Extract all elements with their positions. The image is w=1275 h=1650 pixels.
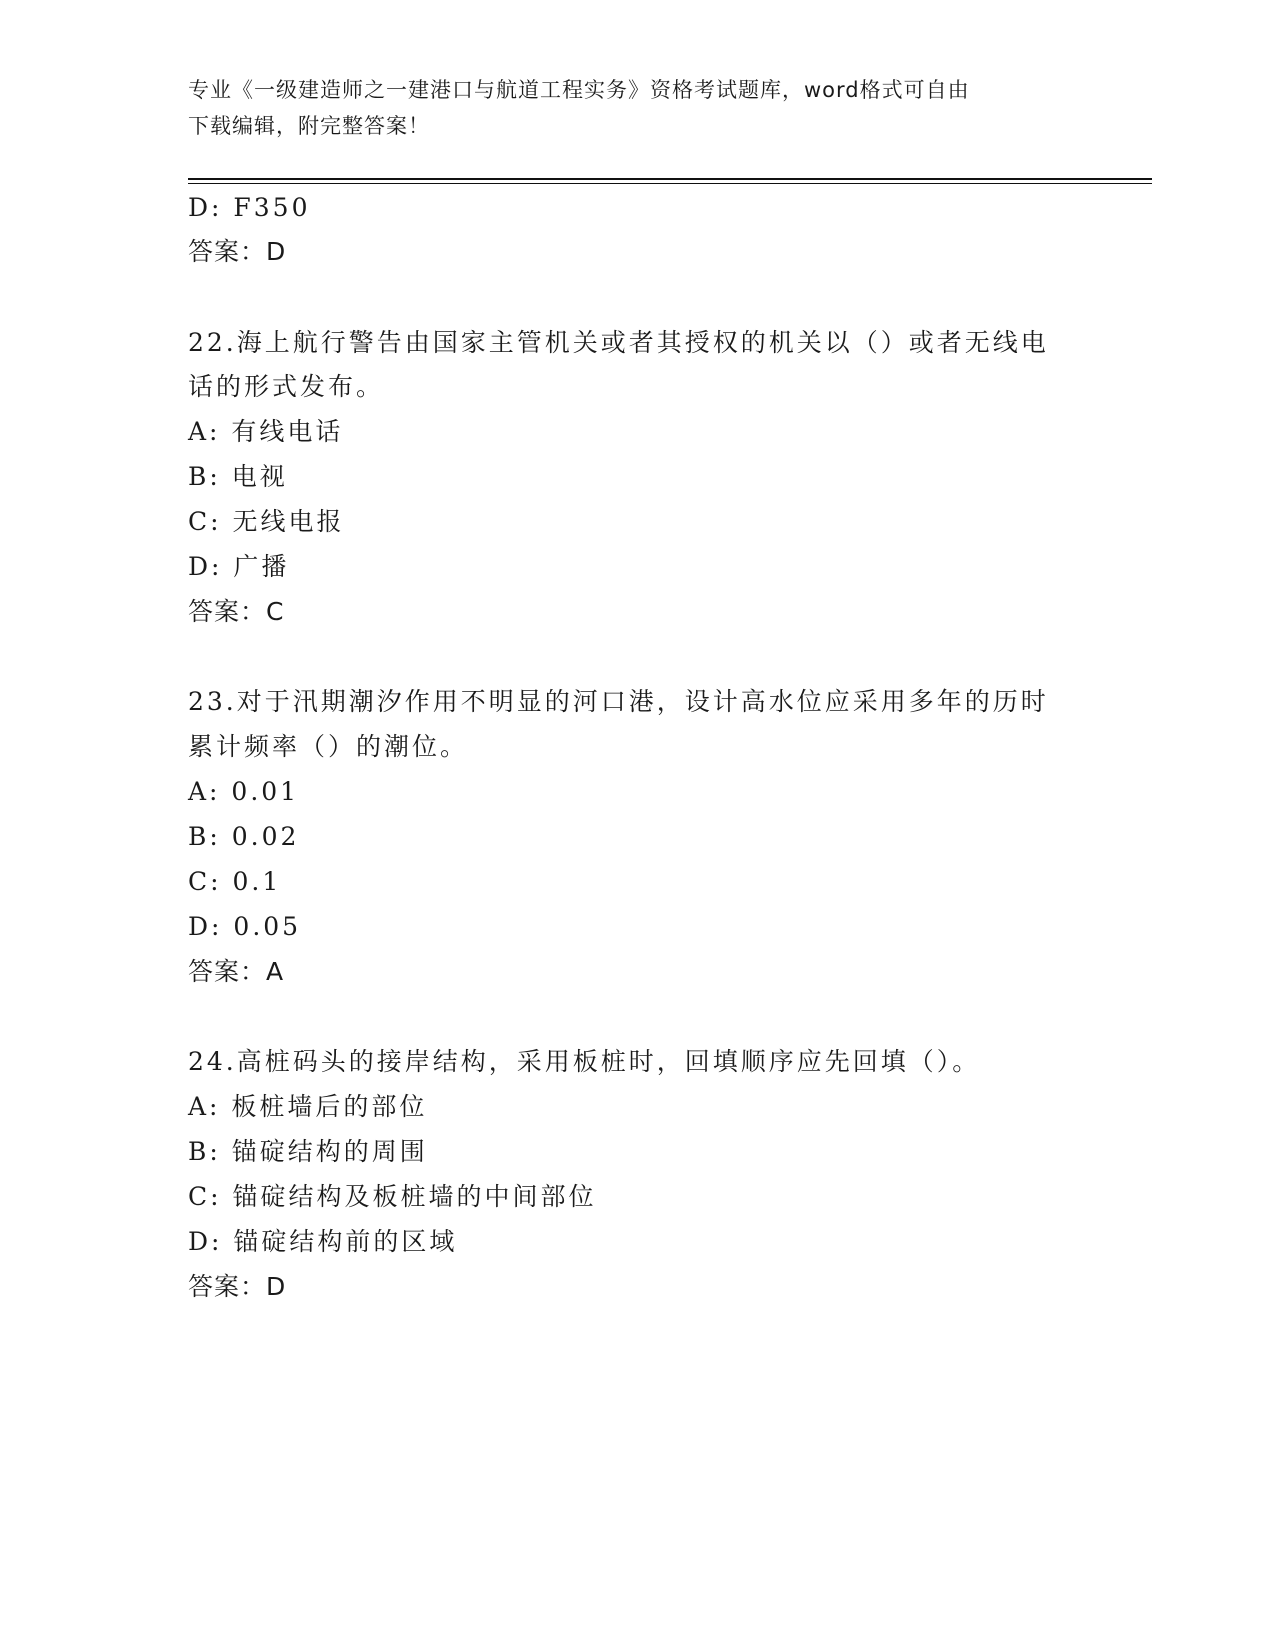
q23-option-c: C: 0.1 <box>188 867 282 896</box>
q24-option-b: B: 锚碇结构的周围 <box>188 1137 428 1166</box>
q23-option-b: B: 0.02 <box>188 822 300 851</box>
q23-stem-line-1: 23.对于汛期潮汐作用不明显的河口港，设计高水位应采用多年的历时 <box>188 687 1049 716</box>
header-rule-thick <box>188 178 1152 180</box>
q24-option-d: D: 锚碇结构前的区域 <box>188 1227 458 1256</box>
header-line-1: 专业《一级建造师之一建港口与航道工程实务》资格考试题库，word格式可自由 <box>188 78 970 102</box>
q22-stem-line-1: 22.海上航行警告由国家主管机关或者其授权的机关以（）或者无线电 <box>188 328 1049 357</box>
prev-option-d: D: F350 <box>188 193 311 222</box>
q22-option-a: A: 有线电话 <box>188 417 344 446</box>
q23-option-a: A: 0.01 <box>188 777 300 806</box>
q22-option-b: B: 电视 <box>188 462 288 491</box>
q22-answer: 答案：C <box>188 597 285 626</box>
q23-answer: 答案：A <box>188 957 285 986</box>
prev-answer: 答案：D <box>188 237 287 266</box>
q23-stem-line-2: 累计频率（）的潮位。 <box>188 732 469 761</box>
q24-option-a: A: 板桩墙后的部位 <box>188 1092 428 1121</box>
header-line-2: 下载编辑，附完整答案！ <box>188 114 430 138</box>
q24-answer: 答案：D <box>188 1272 287 1301</box>
q22-option-c: C: 无线电报 <box>188 507 345 536</box>
q24-stem-line-1: 24.高桩码头的接岸结构，采用板桩时，回填顺序应先回填（）。 <box>188 1047 981 1076</box>
header-rule-thin <box>188 183 1152 184</box>
q23-option-d: D: 0.05 <box>188 912 302 941</box>
q22-option-d: D: 广播 <box>188 552 290 581</box>
document-header <box>188 72 1088 144</box>
q24-option-c: C: 锚碇结构及板桩墙的中间部位 <box>188 1182 597 1211</box>
q22-stem-line-2: 话的形式发布。 <box>188 372 385 401</box>
